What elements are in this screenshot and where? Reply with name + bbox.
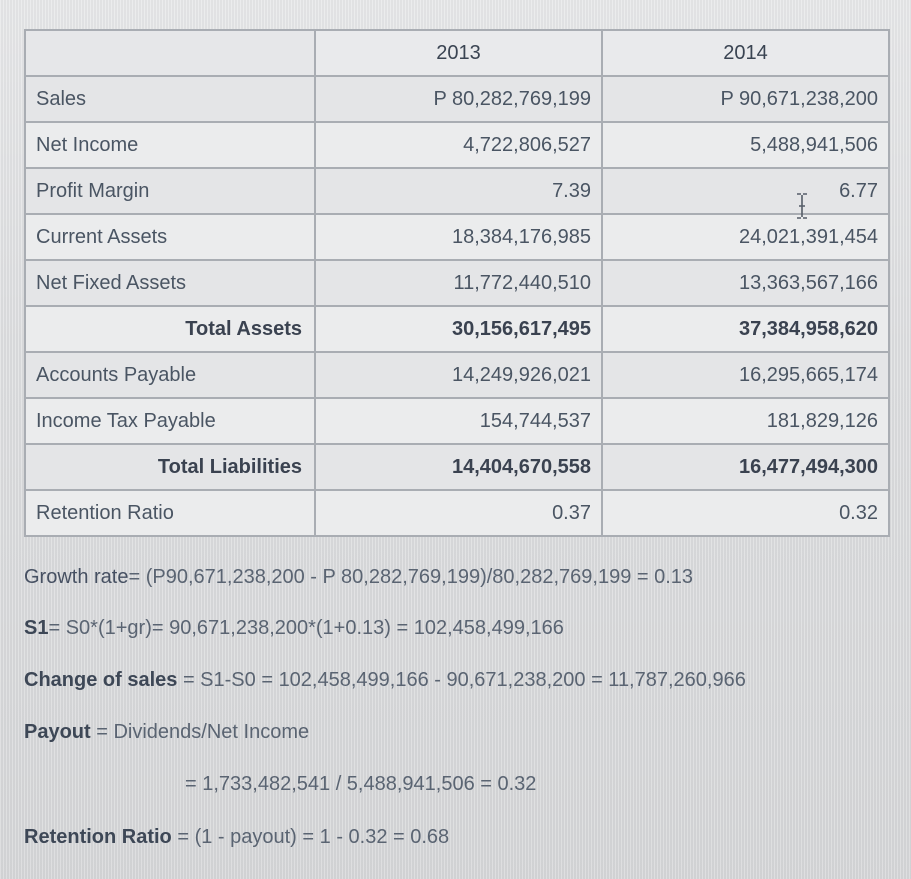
payout-label: Payout: [24, 721, 91, 743]
row-value-2014: 0.32: [602, 490, 889, 536]
payout-expression: = Dividends/Net Income: [90, 721, 310, 743]
payout-line: [24, 721, 309, 744]
row-value-2014: 5,488,941,506: [602, 122, 889, 168]
payout-value-line: [185, 773, 536, 796]
table-row-current-assets: [25, 214, 889, 260]
financial-table: [24, 29, 890, 537]
retention-ratio-label: Retention Ratio: [24, 826, 172, 848]
row-label: Retention Ratio: [25, 490, 315, 536]
row-value-2013: 30,156,617,495: [315, 306, 602, 352]
row-label: Current Assets: [25, 214, 315, 260]
row-value-2014: 6.77: [602, 168, 889, 214]
row-value-2014: 16,295,665,174: [602, 352, 889, 398]
s1-line: [24, 617, 564, 640]
growth-rate-expression: = (P90,671,238,200 - P 80,282,769,199)/80,282,769,199 = 0.13: [128, 566, 694, 588]
s1-label: S1: [24, 617, 49, 639]
row-label: Total Liabilities: [25, 444, 315, 490]
row-value-2014: 16,477,494,300: [602, 444, 889, 490]
row-value-2014: 13,363,567,166: [602, 260, 889, 306]
row-value-2014: 37,384,958,620: [602, 306, 889, 352]
row-label: Sales: [25, 76, 315, 122]
row-value-2013: 11,772,440,510: [315, 260, 602, 306]
row-value-2013: 4,722,806,527: [315, 122, 602, 168]
row-label: Net Income: [25, 122, 315, 168]
growth-rate-label: Growth rate: [24, 566, 129, 588]
table-row-total-liabilities: [25, 444, 889, 490]
table-row-net-income: [25, 122, 889, 168]
retention-ratio-expression: = (1 - payout) = 1 - 0.32 = 0.68: [171, 826, 450, 848]
row-value-2014: 24,021,391,454: [602, 214, 889, 260]
text-cursor-icon: [795, 193, 809, 219]
change-of-sales-line: [24, 669, 746, 692]
row-label: Income Tax Payable: [25, 398, 315, 444]
header-year-2014: 2014: [602, 30, 889, 76]
table-row-income-tax-payable: [25, 398, 889, 444]
row-value-2013: 154,744,537: [315, 398, 602, 444]
payout-value-expression: = 1,733,482,541 / 5,488,941,506 = 0.32: [185, 773, 537, 795]
header-year-2013: 2013: [315, 30, 602, 76]
table-row-net-fixed-assets: [25, 260, 889, 306]
row-label: Total Assets: [25, 306, 315, 352]
row-value-2013: 18,384,176,985: [315, 214, 602, 260]
row-label: Profit Margin: [25, 168, 315, 214]
table-row-accounts-payable: [25, 352, 889, 398]
row-label: Net Fixed Assets: [25, 260, 315, 306]
row-value-2013: 7.39: [315, 168, 602, 214]
row-value-2013: 14,249,926,021: [315, 352, 602, 398]
table-row-profit-margin: [25, 168, 889, 214]
growth-rate-line: [24, 566, 693, 589]
row-value-2013: 14,404,670,558: [315, 444, 602, 490]
row-label: Accounts Payable: [25, 352, 315, 398]
table-row-total-assets: [25, 306, 889, 352]
s1-expression: = S0*(1+gr)= 90,671,238,200*(1+0.13) = 102,458,499,166: [48, 617, 564, 639]
change-of-sales-label: Change of sales: [24, 669, 178, 691]
change-of-sales-expression: = S1-S0 = 102,458,499,166 - 90,671,238,200 = 11,787,260,966: [177, 669, 746, 691]
table-row-sales: [25, 76, 889, 122]
row-value-2013: P 80,282,769,199: [315, 76, 602, 122]
header-blank-cell: [25, 30, 315, 76]
retention-ratio-line: [24, 826, 449, 849]
row-value-2014: P 90,671,238,200: [602, 76, 889, 122]
row-value-2013: 0.37: [315, 490, 602, 536]
table-row-retention-ratio: [25, 490, 889, 536]
row-value-2014: 181,829,126: [602, 398, 889, 444]
table-header-row: [25, 30, 889, 76]
